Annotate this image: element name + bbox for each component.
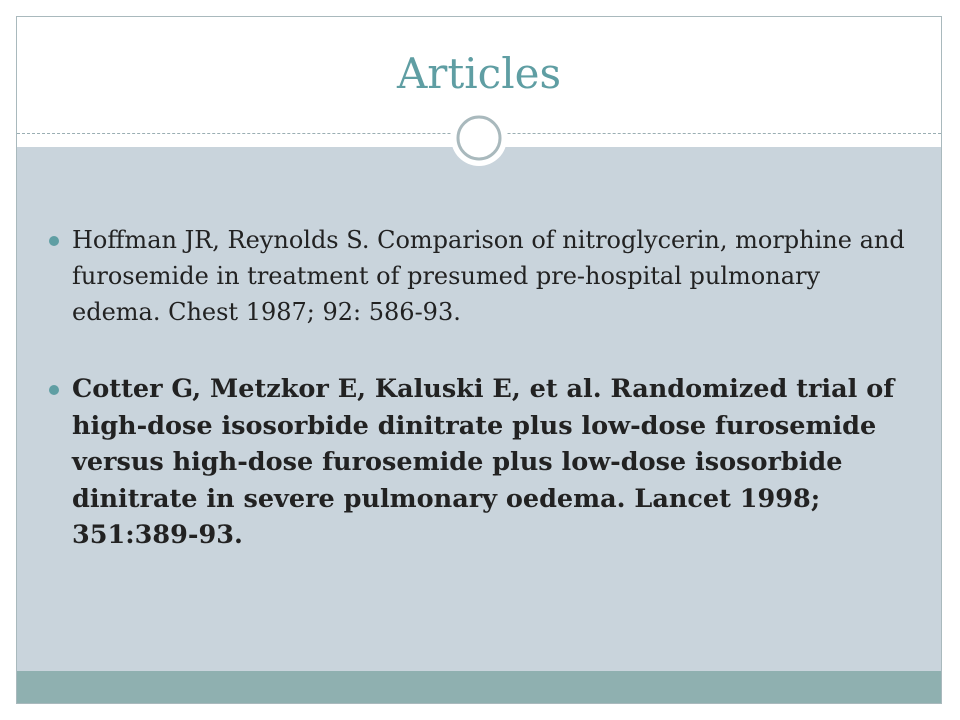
round-bullet-icon [49, 385, 59, 395]
reference-item [46, 371, 916, 554]
reference-list [46, 222, 916, 554]
slide-title: Articles [396, 49, 562, 98]
footer-bar [17, 671, 941, 703]
reference-text: Cotter G, Metzkor E, Kaluski E, et al. Randomized trial of high-dose isosorbide dinitrate plus low-dose furosemide versus high-dose furosemide plus low-dose isosorbide dinitrate in severe pulmonary oedema. Lancet 1998; 351:389-93. [72, 374, 895, 550]
reference-text: Hoffman JR, Reynolds S. Comparison of nitroglycerin, morphine and furosemide in treatment of presumed pre-hospital pulmonary edema. Chest 1987; 92: 586-93. [72, 226, 905, 326]
reference-item [46, 222, 916, 330]
circle-ornament-icon [449, 108, 509, 168]
round-bullet-icon [49, 236, 59, 246]
